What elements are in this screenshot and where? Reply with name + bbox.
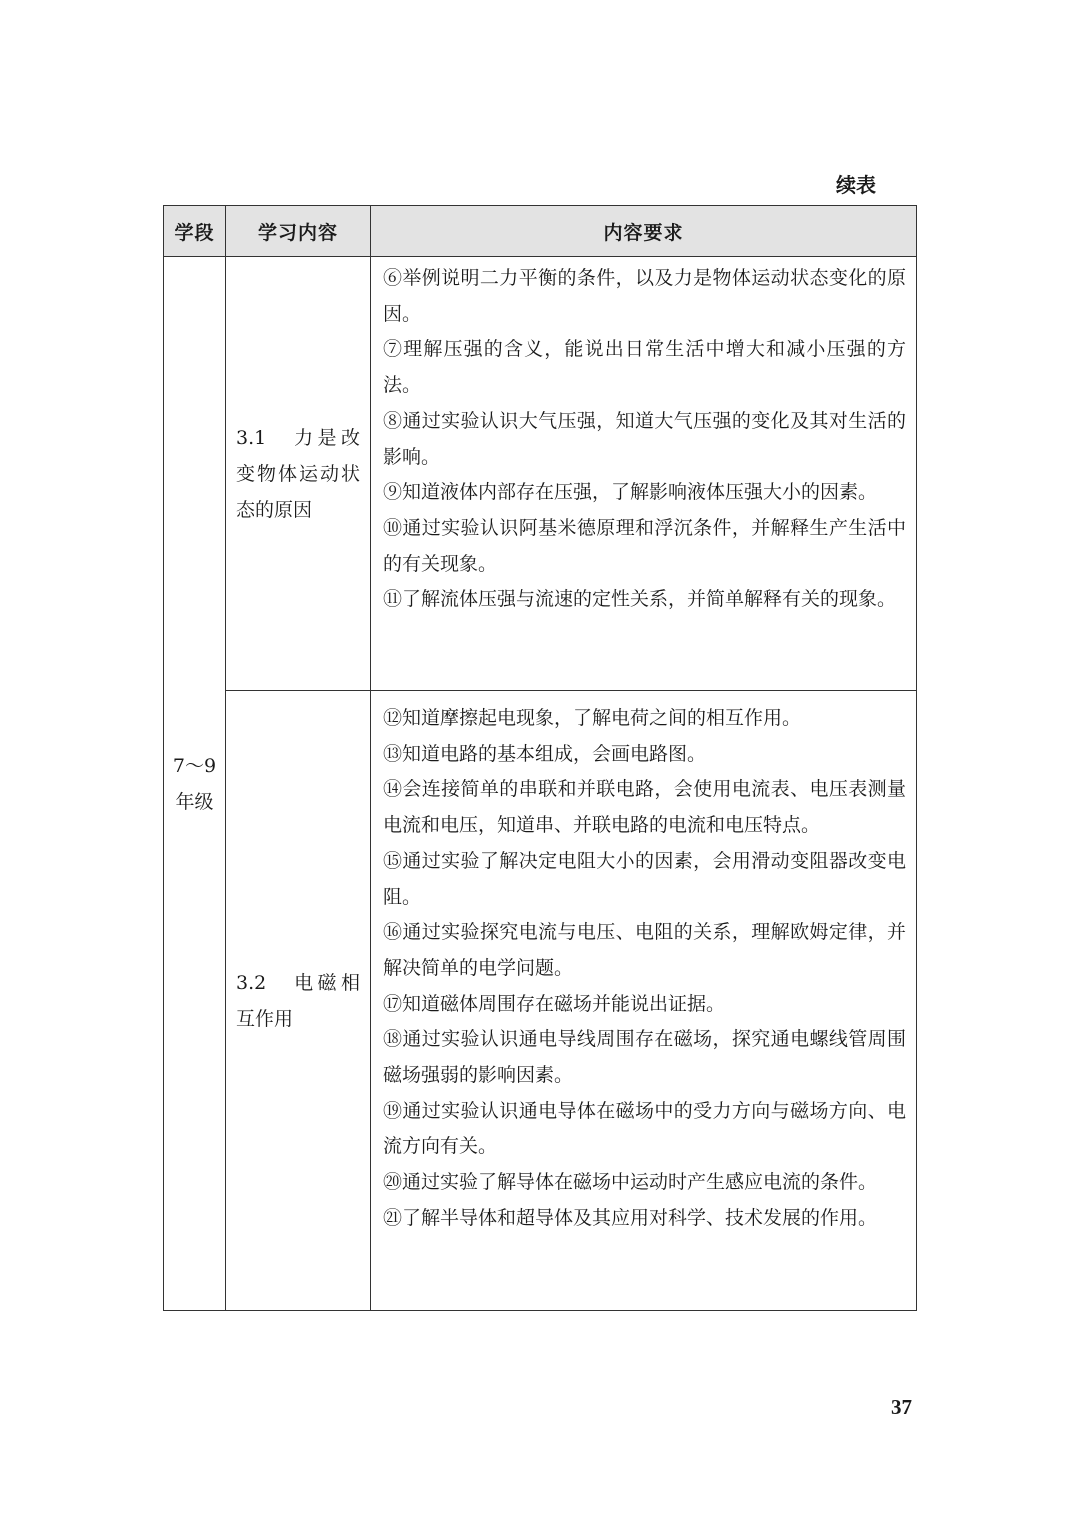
- header-stage: 学段: [164, 206, 226, 257]
- stage-cell: [164, 257, 226, 1311]
- requirement-item: ⑧通过实验认识大气压强，知道大气压强的变化及其对生活的影响。: [383, 409, 906, 468]
- requirement-item: ⑭会连接简单的串联和并联电路，会使用电流表、电压表测量电流和电压，知道串、并联电路的电流和电压特点。: [383, 778, 906, 837]
- requirement-item: ⑪了解流体压强与流速的定性关系，并简单解释有关的现象。: [383, 588, 897, 611]
- topic-cell-2: [226, 691, 371, 1311]
- header-content: 学习内容: [226, 206, 371, 257]
- requirement-item: ⑩通过实验认识阿基米德原理和浮沉条件，并解释生产生活中的有关现象。: [383, 516, 906, 575]
- requirements-cell-2: [371, 691, 917, 1311]
- stage-value: 7～9 年级: [172, 754, 217, 813]
- requirement-item: ⑲通过实验认识通电导体在磁场中的受力方向与磁场方向、电流方向有关。: [383, 1099, 906, 1158]
- requirement-item: ⑰知道磁体周围存在磁场并能说出证据。: [383, 992, 726, 1015]
- requirement-item: ⑬知道电路的基本组成，会画电路图。: [383, 742, 707, 765]
- requirements-cell-1: [371, 257, 917, 691]
- requirement-item: ⑦理解压强的含义，能说出日常生活中增大和减小压强的方法。: [383, 338, 906, 397]
- table-row-section-2: [164, 691, 917, 1311]
- topic-label-1: 3.1 力是改变物体运动状态的原因: [236, 426, 360, 521]
- requirement-item: ⑱通过实验认识通电导线周围存在磁场，探究通电螺线管周围磁场强弱的影响因素。: [383, 1028, 906, 1087]
- topic-cell-1: [226, 257, 371, 691]
- requirement-item: ⑳通过实验了解导体在磁场中运动时产生感应电流的条件。: [383, 1171, 878, 1194]
- page-number: 37: [891, 1395, 912, 1419]
- header-requirements: 内容要求: [371, 206, 917, 257]
- requirement-item: ⑯通过实验探究电流与电压、电阻的关系，理解欧姆定律，并解决简单的电学问题。: [383, 921, 906, 979]
- topic-label-2: 3.2 电磁相互作用: [236, 971, 360, 1030]
- curriculum-table: [163, 205, 917, 1311]
- requirement-item: ⑥举例说明二力平衡的条件，以及力是物体运动状态变化的原因。: [383, 267, 906, 325]
- table-header-row: [164, 206, 917, 257]
- requirement-item: ⑮通过实验了解决定电阻大小的因素，会用滑动变阻器改变电阻。: [383, 849, 906, 908]
- requirement-item: ⑫知道摩擦起电现象，了解电荷之间的相互作用。: [383, 707, 802, 729]
- continued-label: 续表: [836, 173, 876, 197]
- requirement-item: ㉑了解半导体和超导体及其应用对科学、技术发展的作用。: [383, 1206, 878, 1229]
- table-row-section-1: [164, 257, 917, 691]
- requirement-item: ⑨知道液体内部存在压强，了解影响液体压强大小的因素。: [383, 481, 878, 504]
